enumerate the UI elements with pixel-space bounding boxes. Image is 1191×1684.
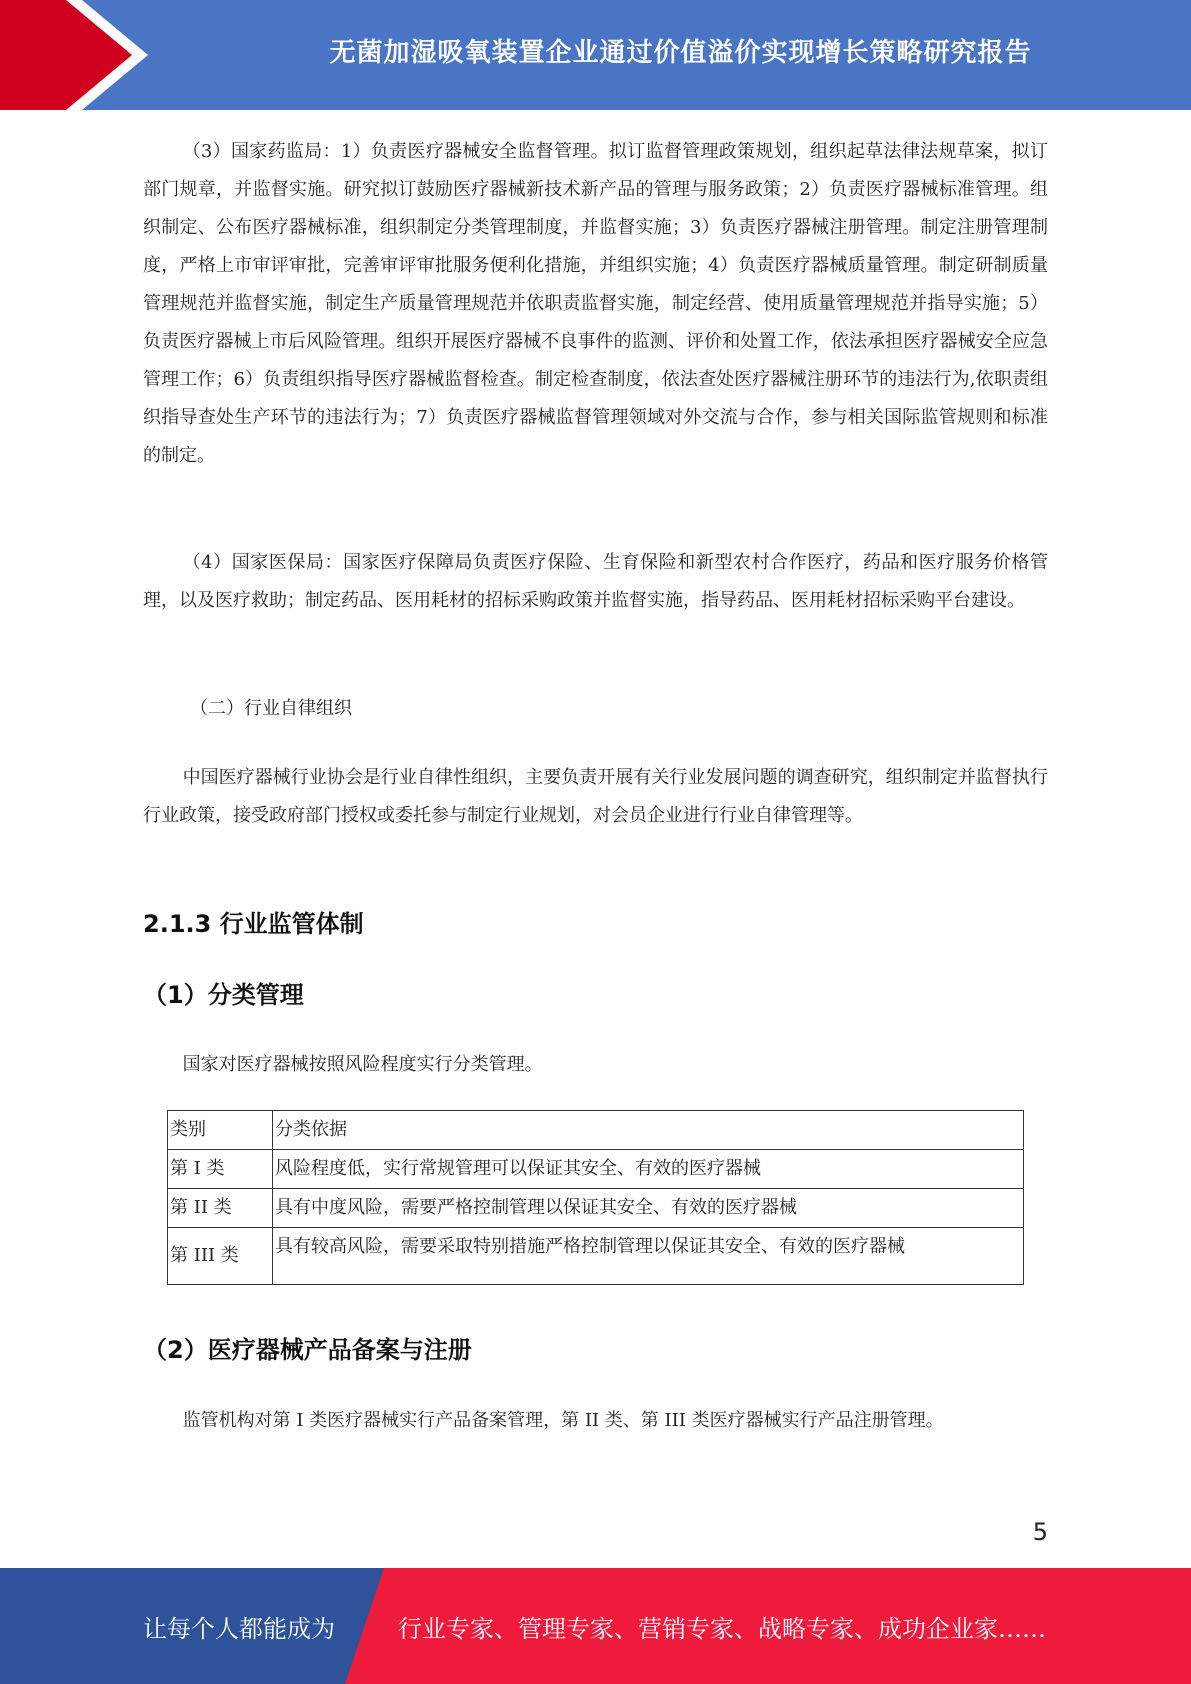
section-heading-2-1-3: 2.1.3 行业监管体制 bbox=[143, 910, 364, 938]
table-header-category: 类别 bbox=[168, 1111, 273, 1150]
subsection-heading-registration: （2）医疗器械产品备案与注册 bbox=[143, 1336, 472, 1364]
paragraph-classification: 国家对医疗器械按照风险程度实行分类管理。 bbox=[182, 1054, 543, 1075]
table-cell-category: 第 II 类 bbox=[168, 1189, 273, 1228]
footer-slogan-left: 让每个人都能成为 bbox=[143, 1614, 335, 1643]
table-cell-basis: 具有较高风险，需要采取特别措施严格控制管理以保证其安全、有效的医疗器械 bbox=[273, 1228, 1024, 1285]
table-row bbox=[168, 1150, 1024, 1189]
header-banner bbox=[0, 0, 1191, 110]
paragraph-nmpa: （3）国家药监局：1）负责医疗器械安全监督管理。拟订监督管理政策规划，组织起草法律法规草案，拟订部门规章，并监督实施。研究拟订鼓励医疗器械新技术新产品的管理与服务政策；2）负责医疗器械标准管理。组织制定、公布医疗器械标准，组织制定分类管理制度，并监督实施；3）负责医疗器械注册管理。制定注册管理制度，严格上市审评审批，完善审评审批服务便利化措施，并组织实施；4）负责医疗器械质量管理。制定研制质量管理规范并监督实施，制定生产质量管理规范并依职责监督实施，制定经营、使用质量管理规范并指导实施；5）负责医疗器械上市后风险管理。组织开展医疗器械不良事件的监测、评价和处置工作，依法承担医疗器械安全应急管理工作；6）负责组织指导医疗器械监督检查。制定检查制度，依法查处医疗器械注册环节的违法行为,依职责组织指导查处生产环节的违法行为；7）负责医疗器械监督管理领域对外交流与合作，参与相关国际监管规则和标准的制定。 bbox=[143, 141, 1048, 466]
footer-banner bbox=[0, 1568, 1191, 1684]
subheading-self-regulation: （二）行业自律组织 bbox=[190, 698, 352, 719]
table-row bbox=[168, 1189, 1024, 1228]
table-cell-basis: 具有中度风险，需要严格控制管理以保证其安全、有效的医疗器械 bbox=[273, 1189, 1024, 1228]
paragraph-nhsa: （4）国家医保局：国家医疗保障局负责医疗保险、生育保险和新型农村合作医疗，药品和医疗服务价格管理，以及医疗救助；制定药品、医用耗材的招标采购政策并监督实施，指导药品、医用耗材招标采购平台建设。 bbox=[143, 552, 1048, 611]
subsection-heading-classification: （1）分类管理 bbox=[143, 981, 304, 1009]
table-header-row bbox=[168, 1111, 1024, 1150]
report-title: 无菌加湿吸氧装置企业通过价值溢价实现增长策略研究报告 bbox=[329, 37, 1032, 68]
table-cell-category: 第 III 类 bbox=[168, 1228, 273, 1285]
classification-table bbox=[167, 1110, 1024, 1285]
footer-slogan-right: 行业专家、管理专家、营销专家、战略专家、成功企业家…… bbox=[398, 1614, 1046, 1643]
page-number: 5 bbox=[1032, 1518, 1048, 1546]
table-row bbox=[168, 1228, 1024, 1285]
table-cell-category: 第 I 类 bbox=[168, 1150, 273, 1189]
table-cell-basis: 风险程度低，实行常规管理可以保证其安全、有效的医疗器械 bbox=[273, 1150, 1024, 1189]
table-header-basis: 分类依据 bbox=[273, 1111, 1024, 1150]
paragraph-camdi: 中国医疗器械行业协会是行业自律性组织，主要负责开展有关行业发展问题的调查研究，组织制定并监督执行行业政策，接受政府部门授权或委托参与制定行业规划，对会员企业进行行业自律管理等。 bbox=[143, 767, 1048, 826]
paragraph-registration: 监管机构对第 I 类医疗器械实行产品备案管理，第 II 类、第 III 类医疗器械实行产品注册管理。 bbox=[182, 1410, 944, 1431]
